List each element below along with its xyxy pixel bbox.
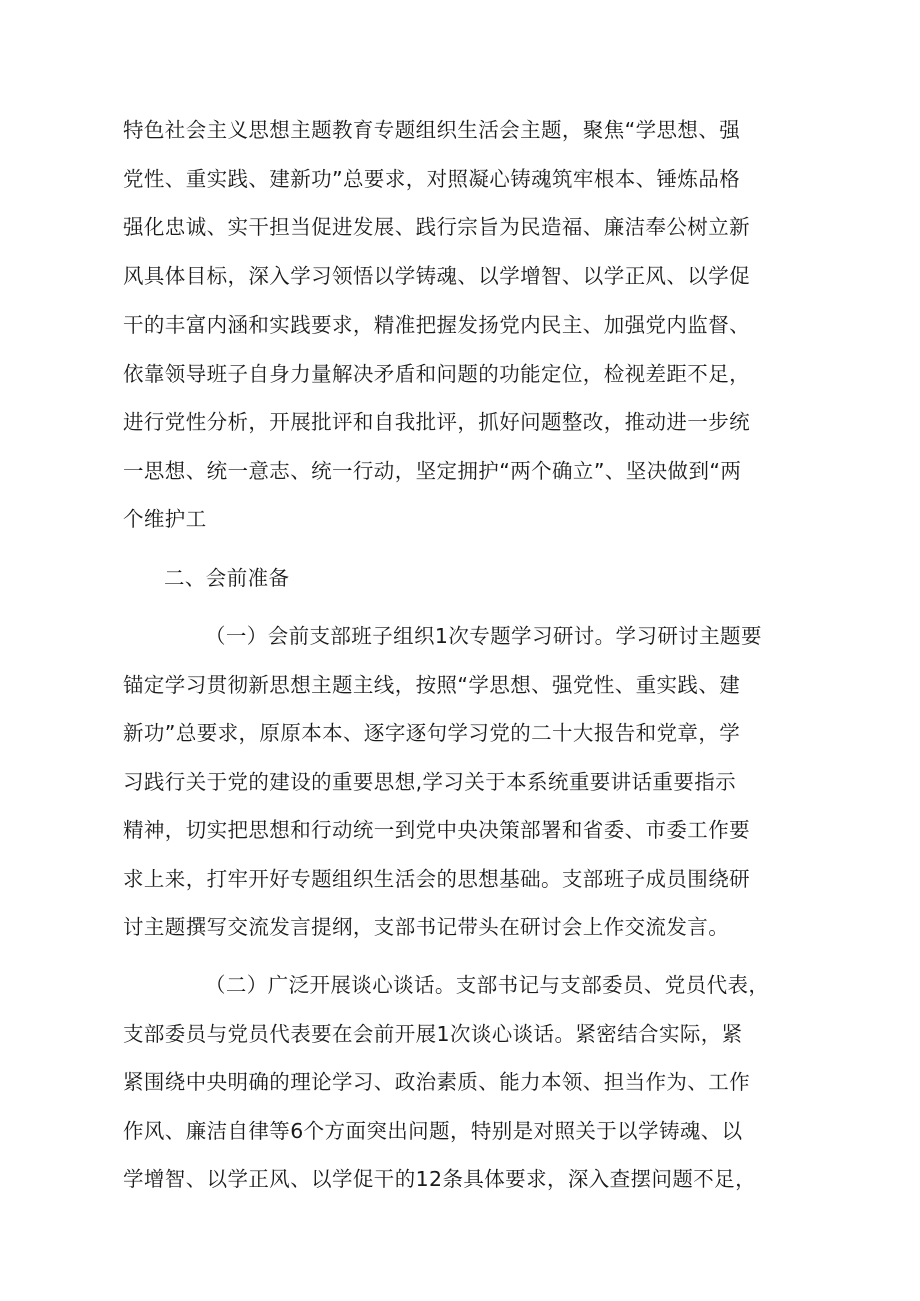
body-text-line: 进行党性分析，开展批评和自我批评，抓好问题整改，推动进一步统 xyxy=(123,410,750,434)
body-text-line: 干的丰富内涵和实践要求，精准把握发扬党内民主、加强党内监督、 xyxy=(123,313,750,337)
body-text-line: 学增智、以学正风、以学促干的12条具体要求，深入查摆问题不足， xyxy=(123,1167,756,1191)
body-text-line: 支部委员与党员代表要在会前开展1次谈心谈话。紧密结合实际，紧 xyxy=(123,1022,743,1046)
paragraph-first-line: （二）广泛开展谈心谈话。支部书记与支部委员、党员代表， xyxy=(205,973,770,997)
body-text-line: 特色社会主义思想主题教育专题组织生活会主题，聚焦“学思想、强 xyxy=(123,118,741,142)
body-text-line: 习践行关于党的建设的重要思想,学习关于本系统重要讲话重要指示 xyxy=(123,770,737,794)
body-text-line: 锚定学习贯彻新思想主题主线，按照“学思想、强党性、重实践、建 xyxy=(123,673,741,697)
body-text-line: 依靠领导班子自身力量解决矛盾和问题的功能定位，检视差距不足， xyxy=(123,362,750,386)
body-text-line: 紧围绕中央明确的理论学习、政治素质、能力本领、担当作为、工作 xyxy=(123,1070,750,1094)
section-heading: 二、会前准备 xyxy=(164,566,290,590)
body-text-line: 求上来，打牢开好专题组织生活会的思想基础。支部班子成员围绕研 xyxy=(123,867,750,891)
body-text-line: 个维护工 xyxy=(123,507,207,531)
paragraph-first-line: （一）会前支部班子组织1次专题学习研讨。学习研讨主题要 xyxy=(205,624,762,648)
body-text-line: 新功”总要求，原原本本、逐字逐句学习党的二十大报告和党章，学 xyxy=(123,721,741,745)
body-text-line: 风具体目标，深入学习领悟以学铸魂、以学增智、以学正风、以学促 xyxy=(123,264,750,288)
body-text-line: 精神，切实把思想和行动统一到党中央决策部署和省委、市委工作要 xyxy=(123,818,750,842)
body-text-line: 一思想、统一意志、统一行动，坚定拥护“两个确立”、坚决做到“两 xyxy=(123,459,742,483)
body-text-line: 党性、重实践、建新功”总要求，对照凝心铸魂筑牢根本、锤炼品格 xyxy=(123,167,741,191)
body-text-line: 讨主题撰写交流发言提纲，支部书记带头在研讨会上作交流发言。 xyxy=(123,915,730,939)
body-text-line: 强化忠诚、实干担当促进发展、践行宗旨为民造福、廉洁奉公树立新 xyxy=(123,215,750,239)
body-text-line: 作风、廉洁自律等6个方面突出问题，特别是对照关于以学铸魂、以 xyxy=(123,1119,743,1143)
